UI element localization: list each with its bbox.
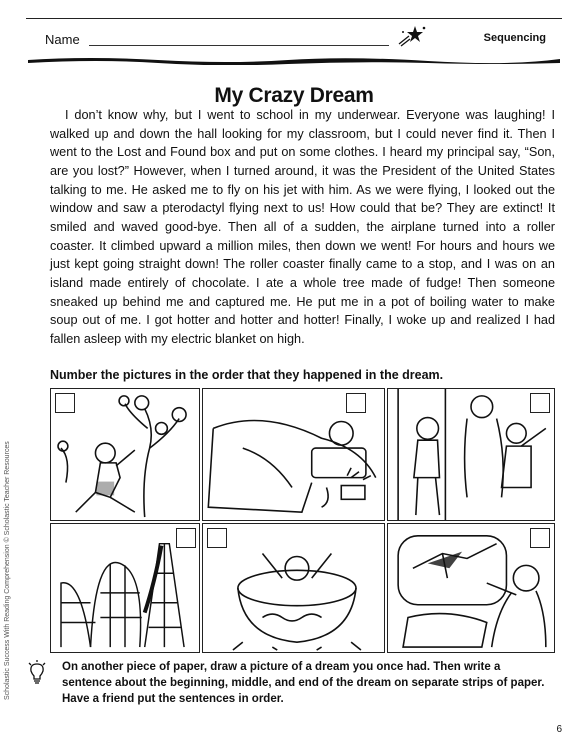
picture-panel-4 [50, 523, 200, 653]
side-credit: Scholastic Success With Reading Comprehension © Scholastic Teacher Resources [4, 441, 11, 700]
extra-activity-text: On another piece of paper, draw a picture of a dream you once had. Then write a sentence about the beginning, middle, and end of the dream on separate strips of paper. Have a friend put the sentences in order. [62, 661, 545, 705]
story-text: I don’t know why, but I went to school in my underwear. Everyone was laughing! I walked up and down the hall looking for my classroom, but I could never find it. Then I went to the Lost and Found box and put on some clothes. I heard my principal say, “Son, are you lost?” However, when I turned around, it was the President of the United States talking to me. He asked me to fly on his jet with him. As we were flying, I looked out the window and saw a pterodactyl flying next to us! How could that be? They are extinct! It smiled and waved good-bye. Then all of a sudden, the airplane turned into a roller coaster. It climbed upward a million miles, then down we went! For hours and hours we just kept going straight down! The roller coaster finally came to a stop, and I was on an island made entirely of chocolate. I ate a whole tree made of fudge! Then someone sneaked up behind me and captured me. He put me in a pot of boiling water to make soup out of me. I got hotter and hotter and hotter! Finally, I woke up and realized I had fallen asleep with my electric blanket on high. [50, 108, 555, 346]
picture-panel-6 [387, 523, 555, 653]
picture-panel-2 [202, 388, 385, 521]
page-number: 6 [556, 724, 562, 735]
picture-panel-1 [50, 388, 200, 521]
order-box-6[interactable] [530, 528, 550, 548]
order-box-4[interactable] [176, 528, 196, 548]
instruction-text: Number the pictures in the order that they happened in the dream. [50, 368, 444, 382]
picture-panel-3 [387, 388, 555, 521]
page-title: My Crazy Dream [214, 84, 374, 107]
lightbulb-icon [28, 660, 46, 686]
name-row [45, 30, 550, 50]
boy-in-boiling-pot-icon [203, 524, 384, 652]
order-box-5[interactable] [207, 528, 227, 548]
top-border [26, 18, 562, 19]
order-box-3[interactable] [530, 393, 550, 413]
name-label: Name [45, 32, 80, 47]
brush-divider [28, 55, 560, 65]
picture-grid [50, 388, 555, 653]
section-label: Sequencing [483, 32, 546, 44]
order-box-2[interactable] [346, 393, 366, 413]
order-box-1[interactable] [55, 393, 75, 413]
name-write-line[interactable] [89, 45, 389, 46]
shooting-star-icon [397, 24, 427, 48]
picture-panel-5 [202, 523, 385, 653]
